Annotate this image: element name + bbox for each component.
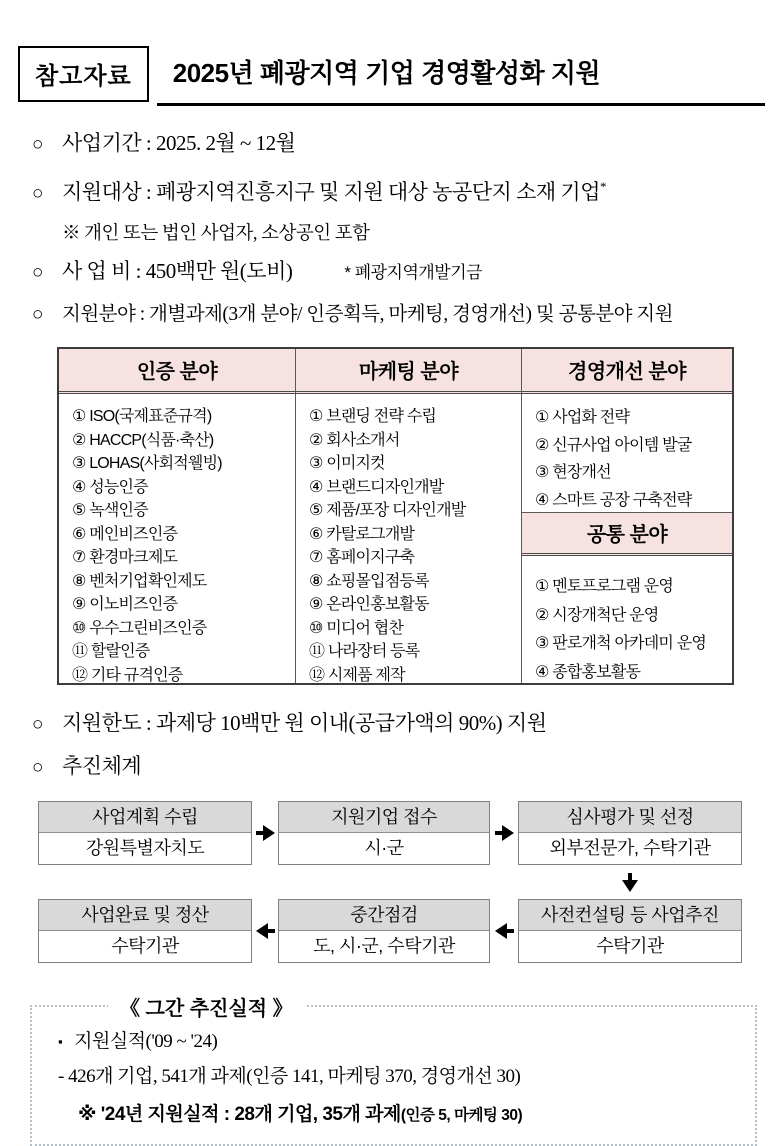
budget-line [32, 258, 765, 286]
limit-line [32, 710, 765, 738]
flow-box-title: 지원기업 접수 [279, 802, 489, 833]
flow-box-body: 강원특별자치도 [85, 838, 205, 858]
list-item: ⑪ 나라장터 등록 [309, 643, 420, 660]
list-item: ④ 스마트 공장 구축전략 [535, 491, 692, 509]
list-item: ③ 현장개선 [535, 464, 611, 481]
circle-bullet-icon: ○ [32, 757, 43, 778]
period-line [32, 130, 765, 158]
summary-section [18, 130, 765, 328]
list-item: ④ 성능인증 [72, 478, 148, 496]
flow-connector [252, 801, 278, 865]
list-item: ⑩ 미디어 협찬 [309, 619, 404, 637]
management-column-header: 경영개선 분야 [522, 349, 732, 394]
document-header [18, 46, 765, 106]
list-item: ⑨ 온라인홍보활동 [309, 596, 429, 613]
list-item: ① ISO(국제표준규격) [72, 408, 212, 425]
results-line-3-detail: (인증 5, 마케팅 30) [400, 1107, 523, 1124]
circle-bullet-icon: ○ [32, 262, 43, 283]
flow-connector [490, 899, 518, 963]
system-line [32, 753, 765, 781]
square-bullet-icon: ▪ [58, 1034, 63, 1049]
fields-text: 지원분야 : 개별과제(3개 분야/ 인증획득, 마케팅, 경영개선) 및 공통분야 지원 [62, 304, 673, 325]
list-item: ① 사업화 전략 [535, 409, 630, 426]
arrow-down-icon [622, 873, 638, 892]
arrow-left-icon [495, 923, 514, 939]
marketing-column-header: 마케팅 분야 [296, 349, 521, 394]
marketing-item-list [296, 394, 521, 687]
list-item: ⑫ 기타 규격인증 [72, 666, 183, 684]
results-line-1 [58, 1029, 735, 1055]
flow-box-plan [38, 801, 252, 865]
list-item: ① 브랜딩 전략 수립 [309, 408, 437, 425]
arrow-right-icon [256, 825, 275, 841]
list-item: ② 회사소개서 [309, 431, 400, 449]
circle-bullet-icon: ○ [32, 714, 43, 735]
list-item: ⑥ 메인비즈인증 [72, 525, 178, 543]
certification-item-list [59, 394, 295, 687]
flow-box-body: 수탁기관 [596, 936, 664, 956]
title-underline [157, 46, 765, 106]
budget-fund-note: * 폐광지역개발기금 [344, 263, 483, 282]
flow-connector [252, 899, 278, 963]
management-item-list [522, 394, 732, 512]
list-item: ⑤ 녹색인증 [72, 502, 148, 519]
reference-badge: 참고자료 [18, 46, 149, 102]
results-line-3 [58, 1099, 735, 1126]
common-column-header: 공통 분야 [522, 512, 732, 556]
flow-box-consult [518, 899, 742, 963]
flow-box-title: 심사평가 및 선정 [519, 802, 741, 833]
limit-text: 지원한도 : 과제당 10백만 원 이내(공급가액의 90%) 지원 [62, 711, 547, 735]
list-item: ⑦ 환경마크제도 [72, 549, 178, 566]
common-item-list [522, 556, 732, 687]
list-item: ⑩ 우수그린비즈인증 [72, 619, 207, 637]
list-item: ③ 판로개척 아카데미 운영 [535, 635, 707, 652]
process-flow-diagram [38, 801, 765, 963]
list-item: ⑥ 카탈로그개발 [309, 525, 415, 543]
list-item: ⑪ 할랄인증 [72, 643, 150, 660]
flow-box-title: 사업계획 수립 [39, 802, 251, 833]
arrow-right-icon [495, 825, 514, 841]
flow-box-title: 사업완료 및 정산 [39, 900, 251, 931]
past-results-box [30, 998, 757, 1146]
support-category-table [57, 347, 734, 685]
list-item: ② HACCP(식품·축산) [72, 431, 214, 449]
period-text: 사업기간 : 2025. 2월 ~ 12월 [62, 131, 296, 155]
certification-column-header: 인증 분야 [59, 349, 295, 394]
flow-connector [518, 865, 742, 899]
budget-text: 사 업 비 : 450백만 원(도비) [62, 259, 293, 283]
arrow-left-icon [256, 923, 275, 939]
marketing-column [296, 349, 522, 683]
flow-box-body: 수탁기관 [111, 936, 179, 956]
target-line [32, 173, 765, 207]
lower-summary-section [18, 710, 765, 781]
flow-box-review [518, 801, 742, 865]
past-results-title: 《 그간 추진실적 》 [108, 992, 305, 1021]
results-line-2: - 426개 기업, 541개 과제(인증 141, 마케팅 370, 경영개선 30) [58, 1066, 521, 1087]
flow-box-complete [38, 899, 252, 963]
flow-box-body: 시·군 [364, 838, 404, 858]
list-item: ⑦ 홈페이지구축 [309, 549, 415, 566]
certification-column [59, 349, 296, 683]
list-item: ⑫ 시제품 제작 [309, 666, 405, 684]
list-item: ② 시장개척단 운영 [535, 606, 659, 624]
list-item: ④ 종합홍보활동 [535, 663, 641, 681]
asterisk-mark: * [599, 179, 606, 194]
flow-box-title: 사전컨설팅 등 사업추진 [519, 900, 741, 931]
target-note: ※ 개인 또는 법인 사업자, 소상공인 포함 [62, 224, 370, 244]
flow-box-midcheck [278, 899, 490, 963]
list-item: ④ 브랜드디자인개발 [309, 478, 444, 496]
target-text: 지원대상 : 폐광지역진흥지구 및 지원 대상 농공단지 소재 기업* [62, 179, 606, 204]
flow-box-body: 외부전문가, 수탁기관 [549, 838, 711, 858]
list-item: ⑧ 쇼핑몰입점등록 [309, 572, 429, 590]
circle-bullet-icon: ○ [32, 134, 43, 155]
circle-bullet-icon: ○ [32, 304, 43, 325]
circle-bullet-icon: ○ [32, 183, 43, 204]
list-item: ③ 이미지컷 [309, 455, 385, 472]
results-line-1-text: 지원실적('09 ~ '24) [74, 1031, 218, 1052]
list-item: ⑨ 이노비즈인증 [72, 596, 178, 613]
flow-connector [490, 801, 518, 865]
flow-box-title: 중간점검 [279, 900, 489, 931]
management-column [522, 349, 732, 683]
page-title: 2025년 폐광지역 기업 경영활성화 지원 [172, 58, 601, 88]
list-item: ③ LOHAS(사회적웰빙) [72, 455, 222, 472]
list-item: ① 멘토프로그램 운영 [535, 578, 674, 595]
results-line-3-bold: ※ '24년 지원실적 : 28개 기업, 35개 과제 [78, 1104, 401, 1125]
system-text: 추진체계 [62, 754, 142, 778]
list-item: ② 신규사업 아이템 발굴 [535, 436, 692, 454]
list-item: ⑤ 제품/포장 디자인개발 [309, 502, 466, 519]
flow-box-apply [278, 801, 490, 865]
fields-line [32, 301, 765, 328]
list-item: ⑧ 벤처기업확인제도 [72, 572, 207, 590]
flow-box-body: 도, 시·군, 수탁기관 [313, 936, 455, 956]
